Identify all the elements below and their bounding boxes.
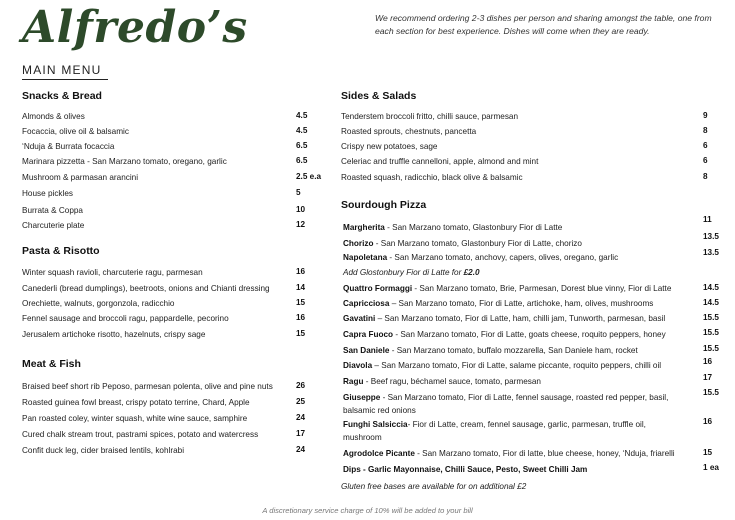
pizza-item: [343, 393, 668, 402]
snacks-item-price: 10: [296, 205, 306, 214]
meat-item-price: 17: [296, 429, 306, 438]
pizza-item-desc: - Fior di Latte, cream, fennel sausage, garlic, parmesan, truffle oil,: [407, 420, 646, 429]
pasta-item-name: Fennel sausage and broccoli ragu, pappardelle, pecorino: [22, 314, 229, 323]
pizza-item-price: 15.5: [703, 344, 719, 353]
pizza-item-name: Ragu: [343, 377, 364, 386]
pizza-item-desc-continued: mushroom: [343, 433, 382, 442]
pasta-item-name: Orechiette, walnuts, gorgonzola, radicchio: [22, 299, 175, 308]
intro-text: We recommend ordering 2-3 dishes per person and sharing amongst the table, one from each section for best experience. Dishes will come when they are ready.: [375, 13, 712, 36]
pasta-item-price: 15: [296, 329, 306, 338]
snacks-item-name: Charcuterie plate: [22, 221, 85, 230]
pizza-item: [343, 330, 666, 339]
sides-item-name: Roasted sprouts, chestnuts, pancetta: [341, 127, 477, 136]
snacks-item-name: Focaccia, olive oil & balsamic: [22, 127, 129, 136]
pasta-item-price: 16: [296, 313, 306, 322]
pizza-item: [343, 314, 665, 323]
pizza-item: [343, 239, 582, 248]
section-title-snacks: Snacks & Bread: [22, 90, 102, 102]
pizza-item: [343, 420, 646, 429]
pizza-item-desc: - San Marzano tomato, Fior di Latte, goats cheese, roquito peppers, honey: [393, 330, 666, 339]
pizza-item-name: Capricciosa: [343, 299, 390, 308]
pizza-item: [343, 284, 671, 293]
pizza-item-name: Diavola: [343, 361, 373, 370]
gluten-free-note: Gluten free bases are available for on additional £2: [341, 482, 527, 491]
meat-item-name: Cured chalk stream trout, pastrami spices, potato and watercress: [22, 430, 259, 439]
pizza-item-desc: - Beef ragu, béchamel sauce, tomato, parmesan: [363, 377, 541, 386]
pizza-item-desc: – San Marzano tomato, Fior di Latte, salame piccante, roquito peppers, chilli oil: [372, 361, 662, 370]
pizza-item-desc: - San Marzano tomato, Glastonbury Fior di Latte, chorizo: [373, 239, 582, 248]
sides-item-price: 6: [703, 141, 708, 150]
sides-item-price: 6: [703, 156, 708, 165]
pizza-item-price: 11: [703, 215, 712, 224]
pizza-item-desc: - San Marzano tomato, Brie, Parmesan, Dorest blue vinny, Fior di Latte: [412, 284, 672, 293]
pizza-item-name: Agrodolce Picante: [343, 449, 415, 458]
pizza-item-desc: - San Marzano tomato, Fior di latte, blue cheese, honey, ‘Nduja, friarelli: [414, 449, 675, 458]
pizza-item-name: Funghi Salsiccia: [343, 420, 408, 429]
pizza-item-price: 15: [703, 448, 713, 457]
pasta-item-name: Winter squash ravioli, charcuterie ragu, parmesan: [22, 268, 203, 277]
sides-item-name: Celeriac and truffle cannelloni, apple, almond and mint: [341, 157, 539, 166]
pizza-item-name: Capra Fuoco: [343, 330, 394, 339]
pizza-item: [343, 253, 618, 262]
section-title-pizza: Sourdough Pizza: [341, 199, 427, 211]
pizza-item-desc: - San Marzano tomato, Glastonbury Fior di Latte: [384, 223, 563, 232]
sides-item-name: Roasted squash, radicchio, black olive & balsamic: [341, 173, 523, 182]
sides-item-name: Tenderstem broccoli fritto, chilli sauce, parmesan: [341, 112, 519, 121]
pizza-item-desc: – San Marzano tomato, Fior di Latte, artichoke, ham, olives, mushrooms: [389, 299, 654, 308]
pizza-item: [343, 299, 653, 308]
meat-item-name: Confit duck leg, cider braised lentils, kohlrabi: [22, 446, 185, 455]
pizza-item-price: 16: [703, 357, 713, 366]
section-title-meat: Meat & Fish: [22, 358, 81, 370]
meat-item-price: 26: [296, 381, 306, 390]
meat-item-name: Pan roasted coley, winter squash, white wine sauce, samphire: [22, 414, 248, 423]
snacks-item-price: 6.5: [296, 141, 308, 150]
pizza-item-price: 15.5: [703, 328, 719, 337]
sides-item-price: 8: [703, 126, 708, 135]
pizza-item-desc-continued: balsamic red onions: [343, 406, 416, 415]
pizza-item-name: Gavatini: [343, 314, 376, 323]
pizza-item: [343, 346, 638, 355]
pizza-item-desc: - San Marzano tomato, anchovy, capers, olives, oregano, garlic: [387, 253, 619, 262]
sides-item-price: 9: [703, 111, 708, 120]
pasta-item-price: 15: [296, 298, 306, 307]
pizza-item-price: 14.5: [703, 298, 719, 307]
snacks-item-name: Burrata & Coppa: [22, 206, 83, 215]
pizza-item-desc: - San Marzano tomato, Fior di Latte, fennel sausage, roasted red pepper, basil,: [380, 393, 669, 402]
pizza-item: [343, 465, 587, 474]
snacks-item-name: House pickles: [22, 189, 73, 198]
pizza-item-name: Chorizo: [343, 239, 374, 248]
meat-item-name: Braised beef short rib Peposo, parmesan polenta, olive and pine nuts: [22, 382, 273, 391]
pizza-item-price: 14.5: [703, 283, 719, 292]
sides-item-price: 8: [703, 172, 708, 181]
pasta-item-price: 14: [296, 283, 306, 292]
pizza-item-price: 15.5: [703, 388, 719, 397]
pasta-item-name: Canederli (bread dumplings), beetroots, onions and Chianti dressing: [22, 284, 270, 293]
snacks-item-price: 4.5: [296, 126, 308, 135]
pizza-item: [343, 377, 541, 386]
pizza-item-name: Giuseppe: [343, 393, 381, 402]
service-charge-footer: A discretionary service charge of 10% will be added to your bill: [262, 506, 473, 515]
pizza-item: [343, 449, 675, 458]
snacks-item-name: Marinara pizzetta - San Marzano tomato, oregano, garlic: [22, 157, 227, 166]
brand-logo: Alfredo’s: [22, 2, 248, 53]
meat-item-name: Roasted guinea fowl breast, crispy potato terrine, Chard, Apple: [22, 398, 250, 407]
snacks-item-price: 12: [296, 220, 306, 229]
pizza-item-price: 13.5: [703, 232, 719, 241]
snacks-item-name: ‘Nduja & Burrata focaccia: [22, 142, 115, 151]
pizza-item-price: 1 ea: [703, 463, 719, 472]
pizza-item-name: Dips - Garlic Mayonnaise, Chilli Sauce, Pesto, Sweet Chilli Jam: [343, 465, 588, 474]
pizza-item: [343, 361, 661, 370]
pizza-item-name: San Daniele: [343, 346, 390, 355]
section-title-pasta: Pasta & Risotto: [22, 245, 100, 257]
meat-item-price: 24: [296, 445, 306, 454]
snacks-item-name: Mushroom & parmasan arancini: [22, 173, 139, 182]
snacks-item-price: 4.5: [296, 111, 308, 120]
pizza-item-price: 13.5: [703, 248, 719, 257]
pizza-item-name: Quattro Formaggi: [343, 284, 413, 293]
pizza-item-price: 17: [703, 373, 713, 382]
pizza-item-price: 15.5: [703, 313, 719, 322]
snacks-item-price: 2.5 e.a: [296, 172, 322, 181]
add-fior-note: Add Glostonbury Fior di Latte for £2.0: [343, 268, 480, 277]
pasta-item-name: Jerusalem artichoke risotto, hazelnuts, crispy sage: [22, 330, 206, 339]
pizza-item-name: Margherita: [343, 223, 385, 232]
snacks-item-price: 5: [296, 188, 301, 197]
pizza-item-name: Napoletana: [343, 253, 388, 262]
meat-item-price: 24: [296, 413, 306, 422]
snacks-item-price: 6.5: [296, 156, 308, 165]
pizza-item-desc: - San Marzano tomato, buffalo mozzarella, San Daniele ham, rocket: [389, 346, 638, 355]
snacks-item-name: Almonds & olives: [22, 112, 85, 121]
sides-item-name: Crispy new potatoes, sage: [341, 142, 438, 151]
menu-title-underline: [22, 79, 108, 80]
section-title-sides: Sides & Salads: [341, 90, 417, 102]
pizza-item-price: 16: [703, 417, 713, 426]
meat-item-price: 25: [296, 397, 306, 406]
pizza-item: [343, 223, 562, 232]
pizza-item-desc: – San Marzano tomato, Fior di Latte, ham, chilli jam, Tunworth, parmesan, basil: [375, 314, 666, 323]
pasta-item-price: 16: [296, 267, 306, 276]
menu-title: MAIN MENU: [22, 63, 102, 77]
